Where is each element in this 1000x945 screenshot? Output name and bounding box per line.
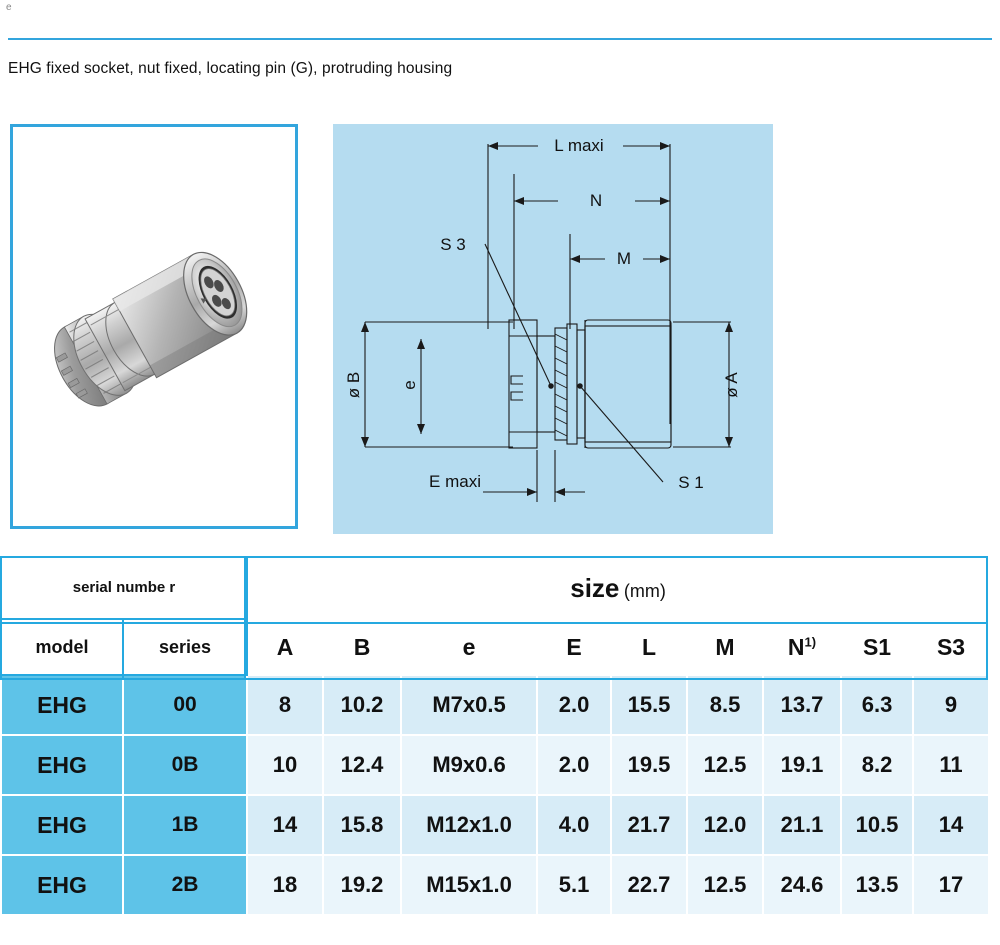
- row-value-l: 22.7: [611, 855, 687, 915]
- page-title: EHG fixed socket, nut fixed, locating pin (G), protruding housing: [8, 60, 453, 77]
- row-value-s1: 10.5: [841, 795, 913, 855]
- row-value-l: 15.5: [611, 675, 687, 735]
- dimension-drawing-panel: [333, 124, 773, 534]
- row-value-s1: 6.3: [841, 675, 913, 735]
- row-value-s3: 9: [913, 675, 989, 735]
- header-col-m: M: [687, 619, 763, 675]
- product-photo-panel: [10, 124, 298, 529]
- header-series: series: [123, 619, 247, 675]
- row-value-l: 21.7: [611, 795, 687, 855]
- row-value-b: 12.4: [323, 735, 401, 795]
- row-value-s3: 11: [913, 735, 989, 795]
- label-m: M: [616, 249, 632, 268]
- label-s3: S 3: [440, 235, 466, 254]
- row-value-e: 2.0: [537, 735, 611, 795]
- row-value-a: 14: [247, 795, 323, 855]
- label-s1: S 1: [678, 473, 704, 492]
- row-value-b: 19.2: [323, 855, 401, 915]
- label-diameter-a: ø A: [722, 372, 741, 398]
- label-e-maxi: E maxi: [429, 472, 481, 491]
- header-col-s1: S1: [841, 619, 913, 675]
- row-value-e-thread: M12x1.0: [401, 795, 537, 855]
- header-col-s3: S3: [913, 619, 989, 675]
- label-e: e: [400, 380, 419, 390]
- table-row: [1, 735, 989, 795]
- row-value-e-thread: M15x1.0: [401, 855, 537, 915]
- header-col-n-text: N: [787, 633, 805, 660]
- label-l-maxi: L maxi: [554, 136, 604, 155]
- header-col-b: B: [323, 619, 401, 675]
- row-value-s1: 8.2: [841, 735, 913, 795]
- row-series: 00: [123, 675, 247, 735]
- row-value-n: 21.1: [763, 795, 841, 855]
- row-series: 2B: [123, 855, 247, 915]
- row-value-n: 19.1: [763, 735, 841, 795]
- header-col-n: [763, 619, 841, 675]
- row-series: 1B: [123, 795, 247, 855]
- header-size-title: size: [570, 572, 620, 603]
- row-value-n: 24.6: [763, 855, 841, 915]
- header-col-l: L: [611, 619, 687, 675]
- row-model: EHG: [1, 855, 123, 915]
- table-row: [1, 795, 989, 855]
- row-value-m: 12.0: [687, 795, 763, 855]
- row-value-a: 10: [247, 735, 323, 795]
- header-col-a: A: [247, 619, 323, 675]
- row-value-m: 12.5: [687, 855, 763, 915]
- table-row: [1, 675, 989, 735]
- row-value-s1: 13.5: [841, 855, 913, 915]
- corner-mark: e: [6, 2, 12, 13]
- row-value-b: 10.2: [323, 675, 401, 735]
- row-value-n: 13.7: [763, 675, 841, 735]
- label-n: N: [589, 191, 603, 210]
- row-value-e-thread: M9x0.6: [401, 735, 537, 795]
- label-diameter-b: ø B: [344, 371, 363, 399]
- specification-table-wrapper: [0, 556, 988, 916]
- header-col-n-superscript: 1): [804, 633, 817, 649]
- header-rule: [8, 38, 992, 40]
- connector-photo: [13, 127, 295, 526]
- specification-table: [0, 556, 990, 916]
- header-serial-number: serial numbe r: [1, 557, 247, 619]
- row-value-m: 12.5: [687, 735, 763, 795]
- header-size: [247, 557, 989, 619]
- header-col-e-thread: e: [401, 619, 537, 675]
- row-value-b: 15.8: [323, 795, 401, 855]
- row-model: EHG: [1, 675, 123, 735]
- row-value-m: 8.5: [687, 675, 763, 735]
- row-model: EHG: [1, 735, 123, 795]
- row-series: 0B: [123, 735, 247, 795]
- row-value-a: 8: [247, 675, 323, 735]
- table-row: [1, 855, 989, 915]
- row-model: EHG: [1, 795, 123, 855]
- technical-drawing: [333, 124, 773, 534]
- row-value-e-thread: M7x0.5: [401, 675, 537, 735]
- row-value-e: 4.0: [537, 795, 611, 855]
- row-value-s3: 14: [913, 795, 989, 855]
- header-size-unit: (mm): [623, 580, 666, 601]
- header-model: model: [1, 619, 123, 675]
- row-value-s3: 17: [913, 855, 989, 915]
- row-value-l: 19.5: [611, 735, 687, 795]
- row-value-e: 2.0: [537, 675, 611, 735]
- header-col-e: E: [537, 619, 611, 675]
- row-value-a: 18: [247, 855, 323, 915]
- table-header-row-1: [1, 557, 989, 619]
- row-value-e: 5.1: [537, 855, 611, 915]
- table-header-row-2: [1, 619, 989, 675]
